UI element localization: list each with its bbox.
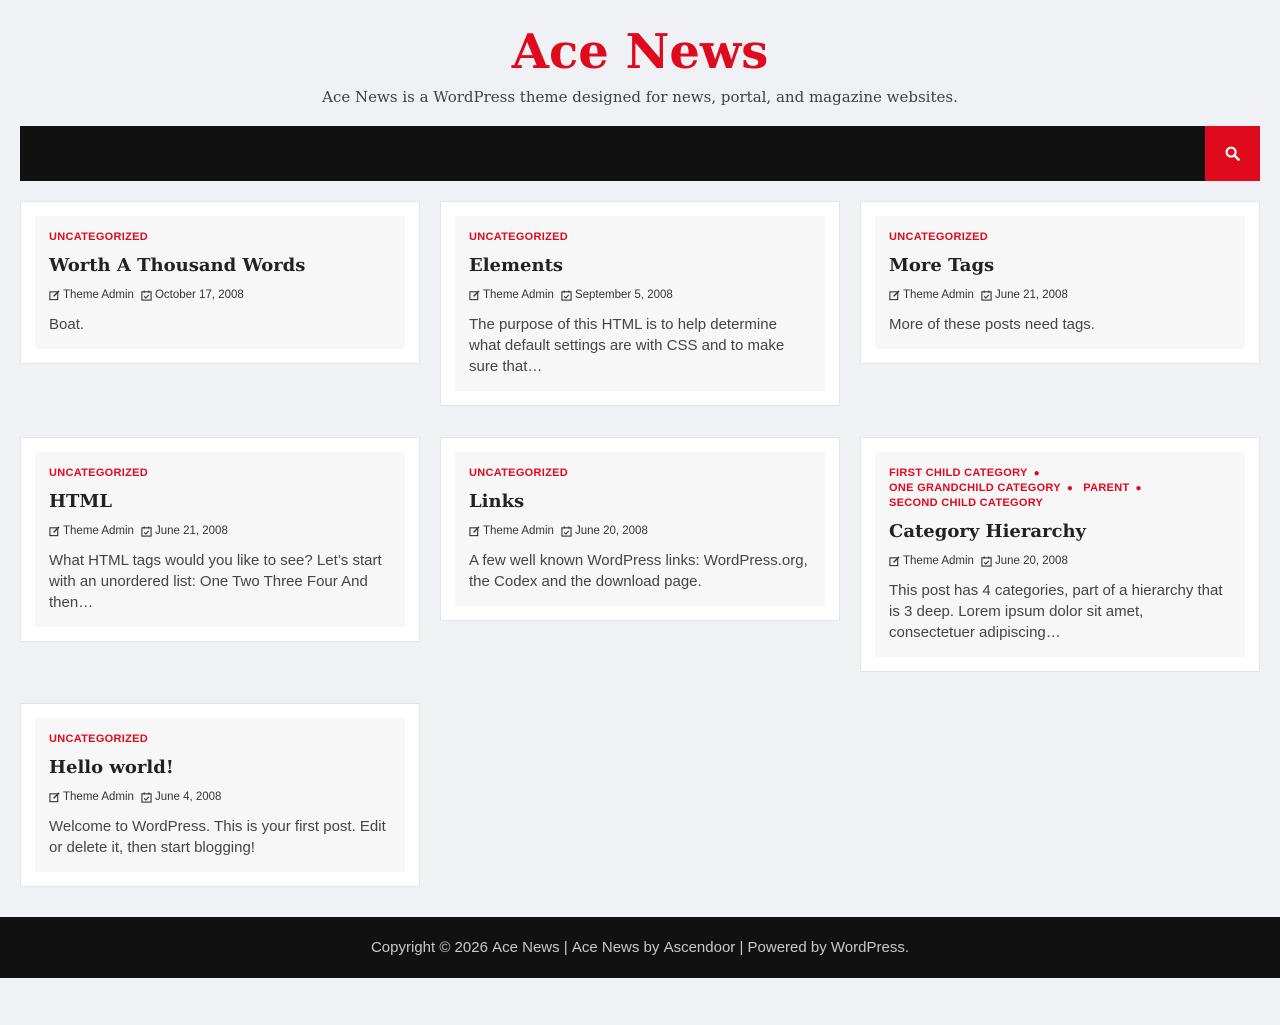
site-title[interactable]: Ace News <box>511 24 769 80</box>
category-link[interactable]: FIRST CHILD CATEGORY <box>889 467 1028 479</box>
wordpress-link[interactable]: WordPress <box>830 939 905 956</box>
post-title[interactable]: Category Hierarchy <box>889 521 1086 542</box>
category-link[interactable]: UNCATEGORIZED <box>49 231 149 243</box>
category-separator: ● <box>1135 483 1142 494</box>
footer-copyright <box>371 939 560 956</box>
post-categories <box>889 466 1231 511</box>
post-title[interactable]: Hello world! <box>49 757 174 778</box>
post-card-body <box>35 452 405 627</box>
post-categories <box>469 230 811 245</box>
post-card-body <box>35 216 405 349</box>
footer-site-link[interactable]: Ace News <box>492 939 560 956</box>
post-title[interactable]: Worth A Thousand Words <box>49 255 306 276</box>
post-categories <box>469 466 811 481</box>
calendar-icon <box>141 289 153 301</box>
footer-powered <box>748 939 909 956</box>
footer-separator: | <box>559 939 572 956</box>
post-meta <box>49 523 391 539</box>
calendar-icon <box>561 289 573 301</box>
post-excerpt: The purpose of this HTML is to help determine what default settings are with CSS and to make sure that… <box>469 316 785 375</box>
category-link[interactable]: ONE GRANDCHILD CATEGORY <box>889 482 1061 494</box>
post-meta <box>49 789 391 805</box>
post-meta <box>889 287 1231 303</box>
post-author[interactable]: Theme Admin <box>903 555 974 567</box>
post-author[interactable]: Theme Admin <box>483 289 554 301</box>
calendar-icon <box>141 791 153 803</box>
post-categories <box>49 466 391 481</box>
post-card <box>440 201 840 406</box>
search-button[interactable] <box>1205 126 1260 181</box>
category-link[interactable]: UNCATEGORIZED <box>469 231 569 243</box>
category-separator: ● <box>1033 468 1040 479</box>
post-date[interactable]: September 5, 2008 <box>574 289 673 301</box>
footer-theme-credit <box>572 939 735 956</box>
site-footer <box>0 917 1280 978</box>
footer-period: . <box>904 939 910 956</box>
post-date[interactable]: June 21, 2008 <box>994 289 1068 301</box>
edit-icon <box>49 289 61 301</box>
search-icon <box>1225 146 1240 161</box>
post-excerpt: What HTML tags would you like to see? Let’s start with an unordered list: One Two Three Four And then… <box>49 552 382 611</box>
post-card-body <box>35 718 405 872</box>
post-title[interactable]: Links <box>469 491 525 512</box>
calendar-icon <box>141 525 153 537</box>
post-card-body <box>875 216 1245 349</box>
post-card-body <box>455 452 825 606</box>
post-card-body <box>875 452 1245 657</box>
post-title[interactable]: HTML <box>49 491 112 512</box>
post-author[interactable]: Theme Admin <box>483 525 554 537</box>
edit-icon <box>49 525 61 537</box>
post-card <box>20 703 420 887</box>
category-separator: ● <box>1066 483 1074 494</box>
post-categories <box>49 230 391 245</box>
post-date[interactable]: June 20, 2008 <box>994 555 1068 567</box>
post-title[interactable]: More Tags <box>889 255 995 276</box>
calendar-icon <box>561 525 573 537</box>
site-description: Ace News is a WordPress theme designed for news, portal, and magazine websites. <box>322 88 958 106</box>
post-card <box>440 437 840 621</box>
post-date[interactable]: October 17, 2008 <box>154 289 244 301</box>
powered-by-text: Powered by <box>747 939 827 956</box>
post-excerpt: Welcome to WordPress. This is your first post. Edit or delete it, then start blogging! <box>49 818 386 856</box>
post-excerpt: More of these posts need tags. <box>889 316 1095 333</box>
copyright-text: Copyright © 2026 <box>370 939 488 956</box>
site-header <box>0 0 1280 106</box>
calendar-icon <box>981 555 993 567</box>
post-author[interactable]: Theme Admin <box>63 791 134 803</box>
post-title[interactable]: Elements <box>469 255 564 276</box>
category-link[interactable]: UNCATEGORIZED <box>889 231 989 243</box>
edit-icon <box>469 525 481 537</box>
theme-author-link[interactable]: Ascendoor <box>663 939 736 956</box>
post-card <box>860 437 1260 672</box>
edit-icon <box>889 289 901 301</box>
edit-icon <box>49 791 61 803</box>
calendar-icon <box>981 289 993 301</box>
post-meta <box>889 553 1231 569</box>
post-meta <box>49 287 391 303</box>
category-link[interactable]: SECOND CHILD CATEGORY <box>889 497 1044 509</box>
post-author[interactable]: Theme Admin <box>63 289 134 301</box>
footer-separator: | <box>735 939 748 956</box>
post-meta <box>469 523 811 539</box>
post-date[interactable]: June 4, 2008 <box>154 791 222 803</box>
post-excerpt: This post has 4 categories, part of a hierarchy that is 3 deep. Lorem ipsum dolor sit amet, consectetuer adipiscing… <box>889 582 1223 641</box>
post-excerpt: Boat. <box>49 316 85 333</box>
primary-nav-bar <box>20 126 1260 181</box>
category-link[interactable]: UNCATEGORIZED <box>49 467 149 479</box>
post-card-body <box>455 216 825 391</box>
post-excerpt: A few well known WordPress links: WordPress.org, the Codex and the download page. <box>469 552 808 590</box>
post-card <box>20 201 420 364</box>
post-date[interactable]: June 20, 2008 <box>574 525 648 537</box>
post-categories <box>889 230 1231 245</box>
post-card <box>860 201 1260 364</box>
category-link[interactable]: PARENT <box>1083 482 1130 494</box>
post-author[interactable]: Theme Admin <box>903 289 974 301</box>
edit-icon <box>469 289 481 301</box>
post-meta <box>469 287 811 303</box>
edit-icon <box>889 555 901 567</box>
post-author[interactable]: Theme Admin <box>63 525 134 537</box>
post-categories <box>49 732 391 747</box>
category-link[interactable]: UNCATEGORIZED <box>49 733 149 745</box>
post-card <box>20 437 420 642</box>
category-link[interactable]: UNCATEGORIZED <box>469 467 569 479</box>
post-date[interactable]: June 21, 2008 <box>154 525 228 537</box>
theme-name: Ace News by <box>571 939 660 956</box>
